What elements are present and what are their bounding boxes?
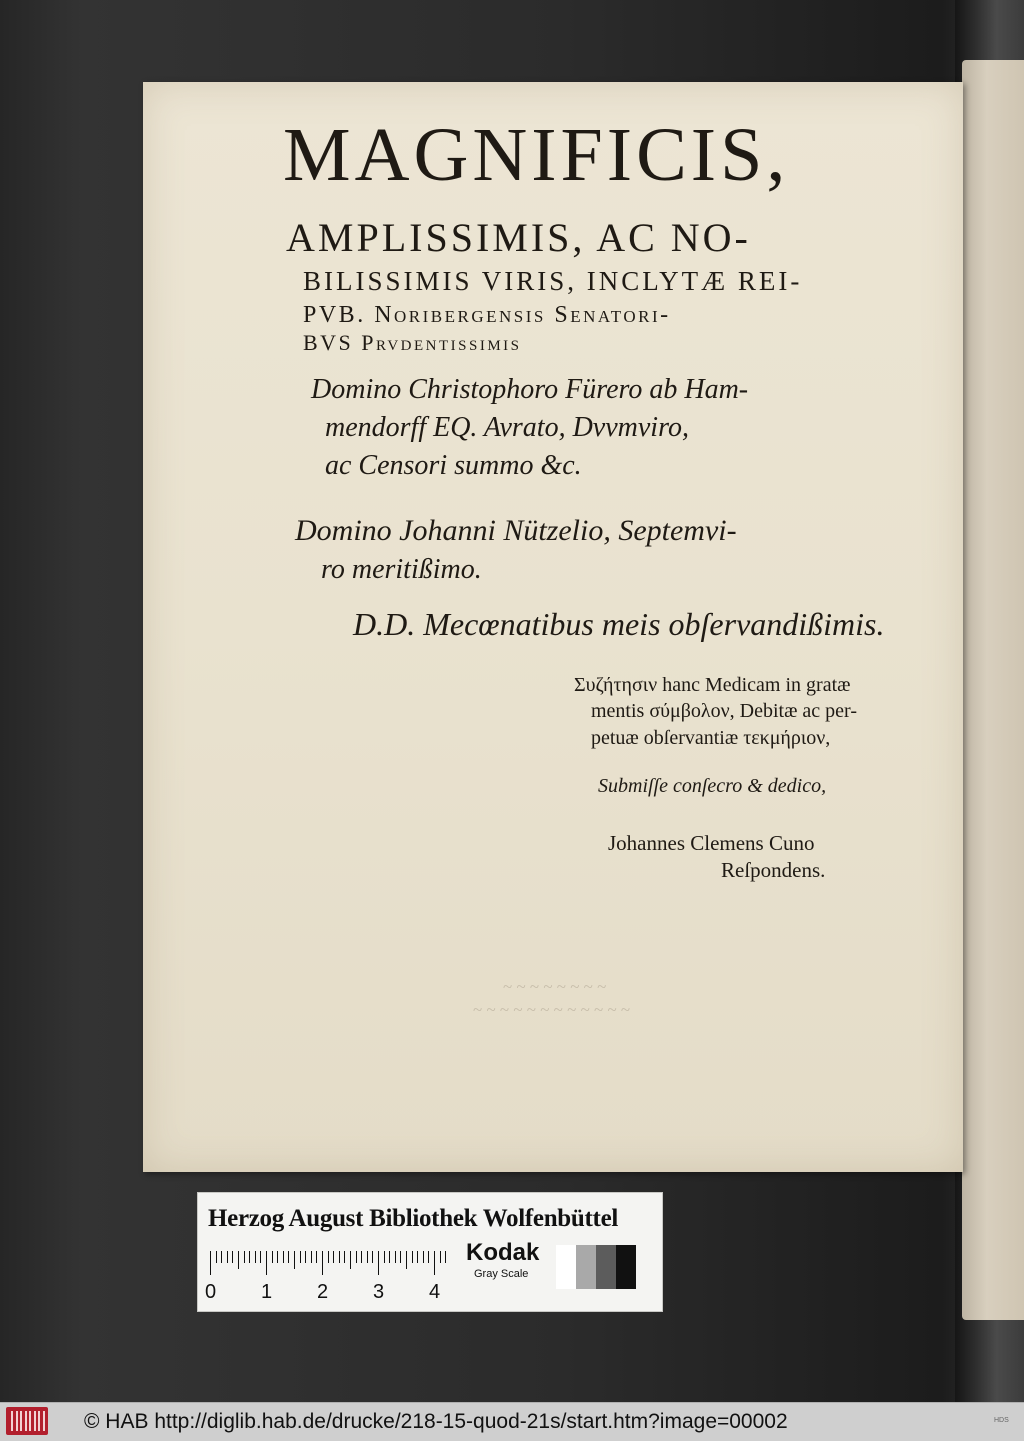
footer-mark: HDS <box>994 1417 1009 1424</box>
offering-line: mentis σύμβολον, Debitæ ac per- <box>591 700 857 722</box>
ruler-tick <box>356 1251 357 1263</box>
gray-patches <box>556 1245 636 1289</box>
ruler-tick <box>277 1251 278 1263</box>
dedicatee-line: Domino Christophoro Fürero ab Ham- <box>311 374 749 405</box>
dedicatee-line: ac Censori summo &c. <box>325 450 582 481</box>
ruler-tick <box>434 1251 435 1275</box>
ruler-tick <box>344 1251 345 1263</box>
ruler-tick <box>300 1251 301 1263</box>
ruler-tick <box>255 1251 256 1263</box>
card-title: Herzog August Bibliothek Wolfenbüttel <box>208 1205 619 1232</box>
ruler-number: 2 <box>317 1281 329 1303</box>
patrons-line: D.D. Mecœnatibus meis obſervandißimis. <box>353 606 885 642</box>
ruler-tick <box>266 1251 267 1275</box>
gray-patch <box>596 1245 616 1289</box>
dedicatee-line: ro meritißimo. <box>321 554 482 585</box>
hab-logo-bar <box>25 1411 27 1431</box>
hab-logo-icon <box>6 1407 48 1435</box>
ruler-tick <box>423 1251 424 1263</box>
ruler-tick <box>272 1251 273 1263</box>
ruler-number: 4 <box>429 1281 441 1303</box>
title-line: AMPLISSIMIS, AC NO- <box>286 215 751 260</box>
ruler-tick <box>322 1251 323 1275</box>
ruler-tick <box>417 1251 418 1263</box>
ruler-tick <box>445 1251 446 1263</box>
ruler-tick <box>339 1251 340 1263</box>
gray-patch <box>616 1245 636 1289</box>
ruler-tick <box>238 1251 239 1269</box>
ruler-tick <box>232 1251 233 1263</box>
ruler-scale <box>205 1251 448 1303</box>
author-name: Johannes Clemens Cuno <box>608 831 815 855</box>
author-role: Reſpondens. <box>721 858 826 882</box>
hab-logo-bar <box>20 1411 22 1431</box>
ruler-tick <box>440 1251 441 1263</box>
dedicatee-line: mendorff EQ. Avrato, Dvvmviro, <box>325 412 689 443</box>
kodak-logo: Kodak <box>466 1239 540 1266</box>
footer-bar <box>0 1402 1024 1441</box>
color-card <box>197 1192 663 1312</box>
hab-logo-bar <box>11 1411 13 1431</box>
ruler-number: 3 <box>373 1281 385 1303</box>
ruler-number: 0 <box>205 1281 217 1303</box>
ruler-tick <box>294 1251 295 1269</box>
ruler-tick <box>227 1251 228 1263</box>
ruler-tick <box>372 1251 373 1263</box>
ruler-tick <box>311 1251 312 1263</box>
ruler-tick <box>221 1251 222 1263</box>
show-through-text: ~ ~ ~ ~ ~ ~ ~ ~ ~ ~ ~ ~ <box>473 1000 631 1019</box>
ruler-tick <box>406 1251 407 1269</box>
ruler-tick <box>260 1251 261 1263</box>
title-line: PVB. Noribergensis Senatori- <box>303 302 671 328</box>
ruler-tick <box>384 1251 385 1263</box>
gray-scale-label: Gray Scale <box>474 1268 529 1280</box>
ruler-tick <box>395 1251 396 1263</box>
footer-copyright-url[interactable]: © HAB http://diglib.hab.de/drucke/218-15-quod-21s/start.htm?image=00002 <box>84 1410 788 1433</box>
ruler-tick <box>210 1251 211 1275</box>
show-through-text: ~ ~ ~ ~ ~ ~ ~ ~ <box>503 977 607 996</box>
ruler-tick <box>389 1251 390 1263</box>
ruler-tick <box>328 1251 329 1263</box>
hab-logo-bar <box>43 1411 45 1431</box>
title-line: MAGNIFICIS, <box>283 113 790 197</box>
ruler-tick <box>367 1251 368 1263</box>
ruler-tick <box>249 1251 250 1263</box>
gray-patch <box>556 1245 576 1289</box>
hab-logo-bar <box>16 1411 18 1431</box>
dedicatee-line: Domino Johanni Nützelio, Septemvi- <box>295 514 737 547</box>
ruler-tick <box>288 1251 289 1263</box>
ruler-tick <box>283 1251 284 1263</box>
ruler-tick <box>244 1251 245 1263</box>
offering-line: petuæ obſervantiæ τεκμήριον, <box>591 727 831 749</box>
ruler-tick <box>216 1251 217 1263</box>
ruler-tick <box>428 1251 429 1263</box>
title-page <box>143 82 963 1172</box>
adjacent-page-edge <box>962 60 1024 1320</box>
ruler-number: 1 <box>261 1281 273 1303</box>
ruler-tick <box>305 1251 306 1263</box>
hab-logo-bar <box>38 1411 40 1431</box>
ruler-tick <box>316 1251 317 1263</box>
ruler-tick <box>378 1251 379 1275</box>
hab-logo-bar <box>34 1411 36 1431</box>
ruler-tick <box>361 1251 362 1263</box>
submission-line: Submiſſe conſecro & dedico, <box>598 775 827 797</box>
title-line: BILISSIMIS VIRIS, INCLYTÆ REI- <box>303 266 803 296</box>
offering-line: Συζήτησιν hanc Medicam in gratæ <box>574 674 851 696</box>
ruler-tick <box>333 1251 334 1263</box>
title-line: BVS Prvdentissimis <box>303 330 522 355</box>
hab-logo-bar <box>29 1411 31 1431</box>
ruler-tick <box>400 1251 401 1263</box>
ruler-tick <box>350 1251 351 1269</box>
ruler-tick <box>412 1251 413 1263</box>
gray-patch <box>576 1245 596 1289</box>
